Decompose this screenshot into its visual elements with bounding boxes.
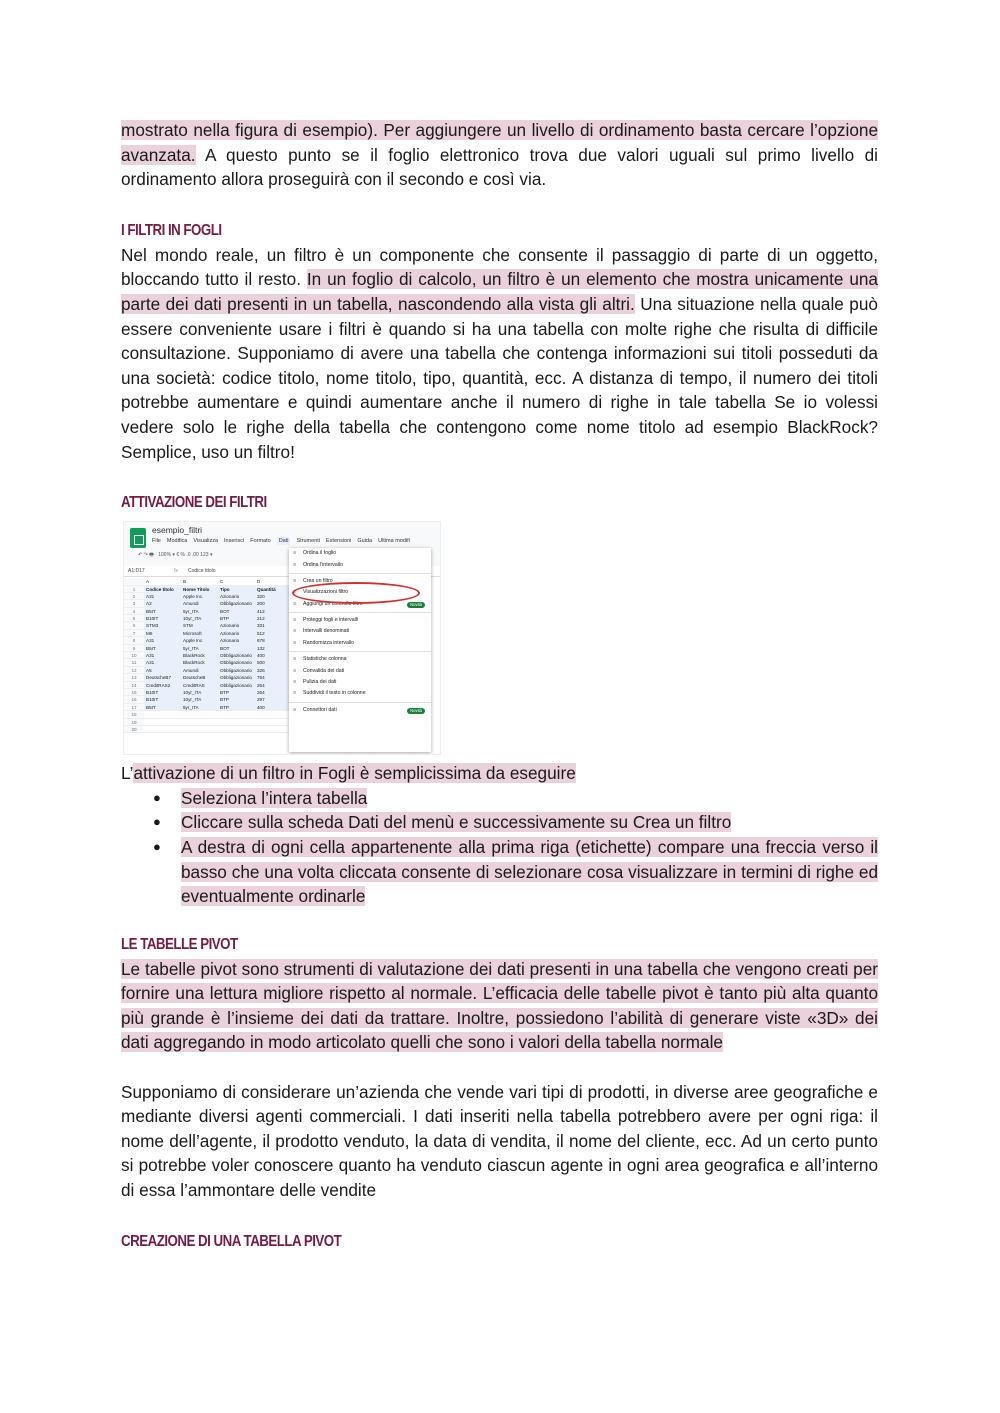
table-row[interactable] — [124, 622, 292, 629]
row-number: 14 — [124, 682, 144, 688]
table-row[interactable] — [124, 682, 292, 689]
pivot-paragraph-2: Supponiamo di considerare un’azienda che vende vari tipi di prodotti, in diverse aree geografiche e mediante diversi agenti commerciali. I dati inseriti nella tabella potrebbero avere per ogni riga: il nome dell’agente, il prodotto venduto, la data di vendita, il nome del cliente, ecc. Ad un certo punto si potrebbe voler conoscere quanto ha venduto ciascun agente in ogni area geografica e all’interno di essa l’ammontare delle vendite — [121, 1081, 878, 1201]
table-row[interactable] — [124, 704, 292, 711]
new-badge: Novità — [407, 708, 425, 714]
table-cell[interactable]: C — [220, 579, 224, 585]
table-cell[interactable]: 764 — [255, 674, 292, 680]
heading-pivot: LE TABELLE PIVOT — [121, 935, 238, 953]
menu-separator — [289, 702, 431, 703]
table-cell[interactable]: Amundi — [181, 600, 218, 606]
table-cell[interactable]: 412 — [255, 608, 292, 614]
table-cell[interactable]: A31 — [144, 652, 181, 658]
table-cell[interactable]: 264 — [255, 682, 292, 688]
row-number: 3 — [124, 600, 144, 606]
table-cell[interactable]: 331 — [255, 622, 292, 628]
table-row[interactable] — [124, 600, 292, 607]
row-number: 18 — [124, 711, 144, 717]
table-cell[interactable]: Azionario — [218, 622, 255, 628]
row-number: 12 — [124, 667, 144, 673]
table-cell[interactable]: BTP — [218, 689, 255, 695]
table-row[interactable] — [124, 637, 292, 644]
paragraph-text: A questo punto se il foglio elettronico trova due valori uguali sul primo livello di ordinamento allora proseguirà con il secondo e così via. — [121, 144, 878, 190]
table-row[interactable] — [124, 674, 292, 681]
bullet-icon: ● — [153, 814, 161, 830]
table-cell[interactable]: 320 — [255, 593, 292, 599]
menu-item[interactable]: ≡ Crea un filtro — [289, 576, 431, 587]
table-row[interactable] — [124, 615, 292, 622]
table-cell[interactable] — [218, 726, 255, 732]
fx-icon: fx — [174, 568, 178, 575]
table-cell[interactable]: Microsoft — [181, 630, 218, 636]
table-row[interactable] — [124, 608, 292, 615]
table-cell[interactable]: CreditRAS — [181, 682, 218, 688]
row-number: 2 — [124, 593, 144, 599]
table-cell[interactable]: STM3 — [144, 622, 181, 628]
table-row[interactable] — [124, 711, 292, 718]
highlighted-text: In un foglio di calcolo, un filtro è un elemento che mostra unicamente una parte dei dati presenti in un tabella, nascondendo alla vista gli altri. — [121, 269, 878, 314]
table-cell[interactable] — [218, 711, 255, 717]
menu-item[interactable]: ≡ Convalida dei dati — [289, 666, 431, 677]
table-cell[interactable]: D — [257, 579, 261, 585]
highlighted-text: attivazione di un filtro in Fogli è semplicissima da eseguire — [133, 763, 576, 784]
format-toolbar: ↶ ↷ 🖶 ⋅ 100% ▾ € % .0 .00 123 ▾ — [138, 552, 213, 559]
spreadsheet-grid — [124, 578, 292, 733]
row-number: 16 — [124, 696, 144, 702]
row-number: 13 — [124, 674, 144, 680]
highlighted-text: Cliccare sulla scheda Dati del menù e successivamente su Crea un filtro — [181, 812, 732, 833]
paragraph-text: Nel mondo reale, un filtro è un componente che consente il passaggio di parte di un oggetto, bloccando tutto il resto. — [121, 244, 878, 290]
table-cell[interactable]: Azionario — [218, 637, 255, 643]
table-cell[interactable] — [255, 726, 292, 732]
table-cell[interactable]: B10IT — [144, 696, 181, 702]
bullet-icon: ● — [153, 838, 161, 854]
menu-item[interactable]: ≡ Ordina l'intervallo — [289, 560, 431, 571]
table-cell[interactable]: BlackRock — [181, 652, 218, 658]
row-number — [124, 578, 144, 584]
row-number: 5 — [124, 615, 144, 621]
menu-item[interactable]: ≡ Visualizzazioni filtro — [289, 587, 431, 598]
table-cell[interactable]: 10yr_ITA — [181, 689, 218, 695]
row-number: 19 — [124, 719, 144, 725]
table-cell[interactable]: B — [183, 579, 187, 585]
menu-guida[interactable]: Guida — [357, 538, 373, 545]
table-cell[interactable]: Tipo — [218, 586, 255, 592]
sheets-screenshot — [123, 521, 441, 755]
list-item — [121, 810, 878, 835]
table-cell[interactable]: 212 — [255, 615, 292, 621]
table-cell[interactable]: A31 — [144, 593, 181, 599]
table-cell[interactable]: 678 — [255, 637, 292, 643]
table-cell[interactable]: 5yr_ITA — [181, 704, 218, 710]
table-cell[interactable]: 5yr_ITA — [181, 608, 218, 614]
menu-item[interactable]: ≡ Statistiche colonna — [289, 654, 431, 665]
table-cell[interactable]: BOT — [218, 645, 255, 651]
table-cell[interactable]: Apple Inc. — [181, 593, 218, 599]
table-cell[interactable]: 326 — [255, 667, 292, 673]
menu-item[interactable]: ≡ Pulizia dei dati — [289, 677, 431, 688]
table-cell[interactable] — [218, 719, 255, 725]
table-cell[interactable] — [144, 711, 181, 717]
table-cell[interactable]: B5IT — [144, 645, 181, 651]
bullet-list — [121, 786, 878, 909]
menu-item[interactable]: ≡ Ordina il foglio — [289, 548, 431, 559]
row-number: 9 — [124, 645, 144, 651]
heading-creazione: CREAZIONE DI UNA TABELLA PIVOT — [121, 1232, 342, 1250]
menu-file[interactable]: File — [152, 538, 161, 545]
intro-paragraph — [121, 118, 878, 192]
highlighted-text: Seleziona l’intera tabella — [181, 787, 368, 808]
table-cell[interactable]: 512 — [255, 630, 292, 636]
table-cell[interactable]: 264 — [255, 689, 292, 695]
doc-title: esempio_filtri — [152, 525, 203, 536]
document-page — [121, 118, 878, 1254]
table-cell[interactable]: CreditRAS2 — [144, 682, 181, 688]
table-cell[interactable]: Codice titolo — [144, 586, 181, 592]
table-cell[interactable]: Amundi — [181, 667, 218, 673]
table-cell[interactable] — [144, 719, 181, 725]
menu-visualizza[interactable]: Visualizza — [193, 538, 219, 545]
table-cell[interactable]: 400 — [255, 652, 292, 658]
table-cell[interactable]: 200 — [255, 600, 292, 606]
table-cell[interactable]: 132 — [255, 645, 292, 651]
pivot-paragraph-1 — [121, 957, 878, 1055]
table-cell[interactable]: 297 — [255, 696, 292, 702]
menu-item[interactable]: ≡ Aggiungi un controllo filtro Novità — [289, 599, 431, 610]
menu-modifica[interactable]: Modifica — [166, 538, 188, 545]
menu-item[interactable]: ≡ Suddividi il testo in colonne — [289, 688, 431, 699]
table-cell[interactable] — [255, 719, 292, 725]
row-number: 20 — [124, 726, 144, 732]
table-cell[interactable]: A31 — [144, 659, 181, 665]
table-cell[interactable] — [181, 726, 218, 732]
table-cell[interactable]: Obbligazionario — [218, 682, 255, 688]
table-cell[interactable]: Azionario — [218, 630, 255, 636]
table-cell[interactable]: Obbligazionario — [218, 600, 255, 606]
menu-bar — [152, 538, 416, 544]
list-item — [121, 786, 878, 811]
table-cell[interactable]: 400 — [255, 704, 292, 710]
table-row[interactable] — [124, 719, 292, 726]
table-cell[interactable]: Obbligazionario — [218, 659, 255, 665]
row-number: 1 — [124, 586, 144, 592]
highlighted-text: A destra di ogni cella appartenente alla prima riga (etichette) compare una freccia verso il basso che una volta cliccata consente di selezionare cosa visualizzare in termini di righe ed eventualmente ordinarle — [181, 836, 878, 907]
menu-item[interactable]: ≡ Proteggi fogli e intervalli — [289, 615, 431, 626]
table-cell[interactable]: DeutscheB — [181, 674, 218, 680]
menu-separator — [289, 612, 431, 613]
row-number: 11 — [124, 659, 144, 665]
table-header-row[interactable] — [124, 586, 292, 593]
paragraph-text: L’ — [121, 763, 134, 784]
menu-item[interactable]: ≡ Connettori dati Novità — [289, 705, 431, 716]
menu-inserisci[interactable]: Inserisci — [224, 538, 245, 545]
table-cell[interactable]: Obbligazionario — [218, 674, 255, 680]
table-cell[interactable]: A31 — [144, 637, 181, 643]
new-badge: Novità — [407, 602, 425, 608]
table-cell[interactable]: B5IT — [144, 608, 181, 614]
table-row[interactable] — [124, 630, 292, 637]
table-row[interactable] — [124, 689, 292, 696]
table-cell[interactable]: BTP — [218, 615, 255, 621]
dati-dropdown-menu — [289, 548, 431, 752]
table-cell[interactable]: Quantità — [255, 586, 292, 592]
menu-item[interactable]: ≡ Intervalli denominati — [289, 626, 431, 637]
table-cell[interactable]: 10yr_ITA — [181, 696, 218, 702]
heading-attivazione: ATTIVAZIONE DEI FILTRI — [121, 494, 267, 512]
table-cell[interactable]: A2 — [144, 600, 181, 606]
table-row[interactable] — [124, 578, 292, 585]
menu-strumenti[interactable]: Strumenti — [296, 538, 321, 545]
heading-filtri: I FILTRI IN FOGLI — [121, 221, 222, 239]
table-row[interactable] — [124, 659, 292, 666]
paragraph-text: Una situazione nella quale può essere conveniente usare i filtri è quando si ha una tabella con molte righe che risulta di difficile consultazione. Supponiamo di avere una tabella che contenga informazioni sui titoli posseduti da una società: codice titolo, nome titolo, tipo, quantità, ecc. A distanza di tempo, il numero dei titoli potrebbe aumentare e quindi aumentare anche il numero di righe in tale tabella Se io volessi vedere solo le righe della tabella che contengono come nome titolo ad esempio BlackRock? Semplice, uso un filtro! — [121, 293, 878, 462]
table-cell[interactable]: Apple Inc. — [181, 637, 218, 643]
table-row[interactable] — [124, 696, 292, 703]
menu-ultima-modifi[interactable]: Ultima modifi — [378, 538, 410, 545]
table-cell[interactable]: B5IT — [144, 704, 181, 710]
table-row[interactable] — [124, 726, 292, 733]
menu-formato[interactable]: Formato — [250, 538, 271, 545]
table-cell[interactable] — [181, 711, 218, 717]
bullet-icon: ● — [153, 789, 161, 805]
row-number: 4 — [124, 608, 144, 614]
table-cell[interactable]: B10IT — [144, 615, 181, 621]
menu-dati[interactable]: Dati — [278, 538, 289, 545]
menu-separator — [289, 573, 431, 574]
row-number: 15 — [124, 689, 144, 695]
table-cell[interactable]: M5 — [144, 630, 181, 636]
table-cell[interactable] — [255, 711, 292, 717]
table-cell[interactable]: B10IT — [144, 689, 181, 695]
row-number: 17 — [124, 704, 144, 710]
table-cell[interactable]: 5yr_ITA — [181, 645, 218, 651]
table-cell[interactable] — [144, 726, 181, 732]
table-row[interactable] — [124, 652, 292, 659]
row-number: 10 — [124, 652, 144, 658]
list-item — [121, 835, 878, 909]
table-row[interactable] — [124, 667, 292, 674]
table-cell[interactable]: BTP — [218, 696, 255, 702]
highlight-circle — [292, 582, 420, 604]
row-number: 8 — [124, 637, 144, 643]
table-row[interactable] — [124, 593, 292, 600]
menu-separator — [289, 651, 431, 652]
table-cell[interactable]: Nome Titolo — [181, 586, 218, 592]
menu-item[interactable]: ≡ Randomizza intervallo — [289, 638, 431, 649]
attivazione-paragraph — [121, 761, 878, 786]
table-cell[interactable]: Obbligazionario — [218, 652, 255, 658]
table-cell[interactable]: Azionario — [218, 593, 255, 599]
table-cell[interactable]: 500 — [255, 659, 292, 665]
table-cell[interactable]: BlackRock — [181, 659, 218, 665]
cell-reference: A1:D17 — [128, 568, 145, 575]
table-row[interactable] — [124, 645, 292, 652]
table-cell[interactable]: STM — [181, 622, 218, 628]
formula-value: Codice titolo — [188, 568, 216, 575]
table-cell[interactable]: DeutscheB7 — [144, 674, 181, 680]
menu-estensioni[interactable]: Estensioni — [326, 538, 352, 545]
table-cell[interactable]: A — [146, 579, 150, 585]
row-number: 7 — [124, 630, 144, 636]
table-cell[interactable]: BTP — [218, 704, 255, 710]
table-cell[interactable]: 10yr_ITA — [181, 615, 218, 621]
table-cell[interactable]: A5 — [144, 667, 181, 673]
table-cell[interactable]: BOT — [218, 608, 255, 614]
filtri-paragraph — [121, 243, 878, 464]
highlighted-text: Le tabelle pivot sono strumenti di valutazione dei dati presenti in una tabella che vengono creati per fornire una lettura migliore rispetto al normale. L’efficacia delle tabelle pivot è tanto più alta quanto più grande è l’insieme dei dati da trattare. Inoltre, possiedono l’abilità di generare viste «3D» dei dati aggregando in modo articolato quelli che sono i valori della tabella normale — [121, 958, 878, 1053]
highlighted-text: mostrato nella figura di esempio). Per aggiungere un livello di ordinamento basta cercare l’opzione avanzata. — [121, 120, 878, 165]
table-cell[interactable]: Obbligazionario — [218, 667, 255, 673]
row-number: 6 — [124, 622, 144, 628]
table-cell[interactable] — [181, 719, 218, 725]
sheets-logo-icon — [130, 528, 146, 548]
